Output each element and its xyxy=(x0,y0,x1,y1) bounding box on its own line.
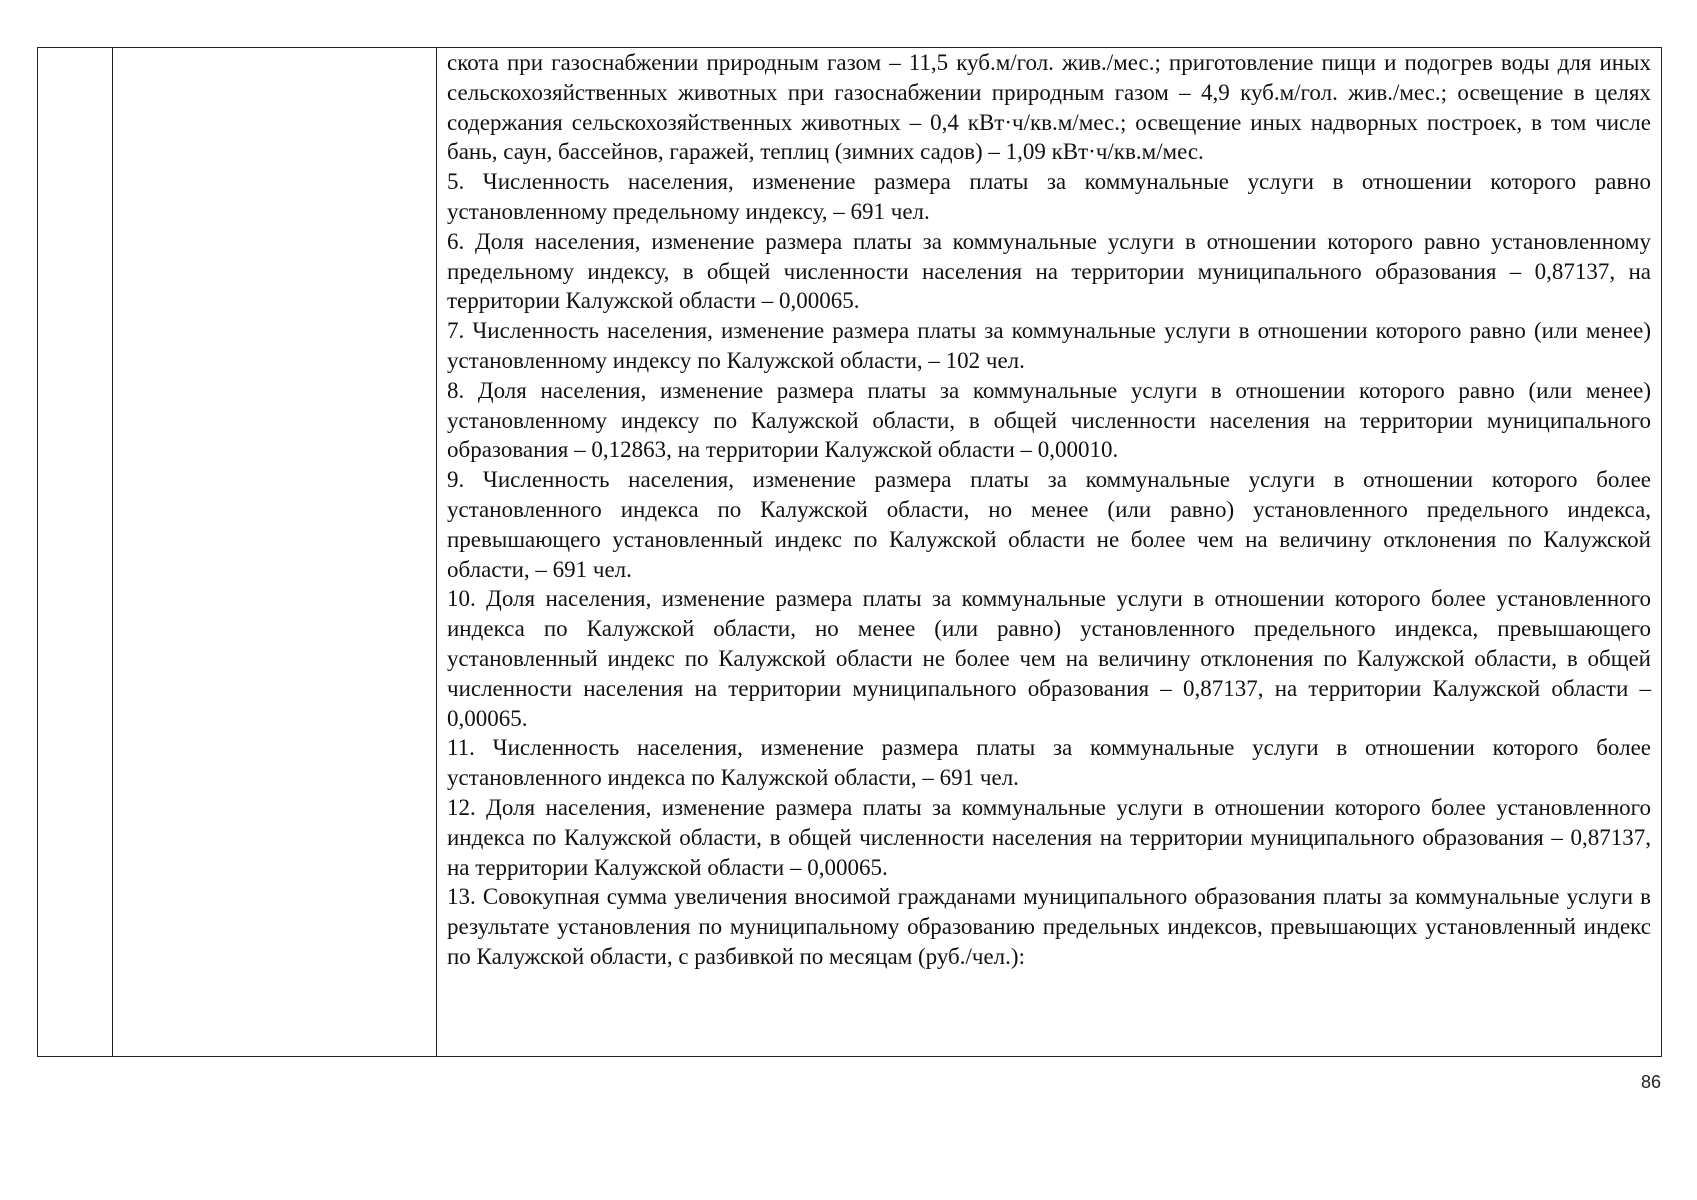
paragraph-item-5: 5. Численность населения, изменение размера платы за коммунальные услуги в отношении которого равно установленному предельному индексу, – 691 чел. xyxy=(447,169,1651,224)
paragraph-item-13: 13. Совокупная сумма увеличения вносимой гражданами муниципального образования платы за коммунальные услуги в результате установления по муниципальному образованию предельных индексов, превышающих установленный индекс по Калужской области, с разбивкой по месяцам (руб./чел.): xyxy=(447,884,1651,969)
page-number: 86 xyxy=(1640,1072,1661,1092)
paragraph-item-8: 8. Доля населения, изменение размера платы за коммунальные услуги в отношении которого равно (или менее) установленному индексу по Калужской области, в общей численности населения на территории муниципального образования – 0,12863, на территории Калужской области – 0,00010. xyxy=(447,377,1651,463)
paragraph-item-9: 9. Численность населения, изменение размера платы за коммунальные услуги в отношении которого более установленного индекса по Калужской области, но менее (или равно) установленного предельного индекса, превышающего установленный индекс по Калужской области не более чем на величину отклонения по Калужской области, – 691 чел. xyxy=(447,467,1651,582)
paragraph-item-10: 10. Доля населения, изменение размера платы за коммунальные услуги в отношении которого более установленного индекса по Калужской области, но менее (или равно) установленного предельного индекса, превышающего установленный индекс по Калужской области не более чем на величину отклонения по Калужской области, в общей численности населения на территории муниципального образования – 0,87137, на территории Калужской области – 0,00065. xyxy=(447,586,1651,731)
paragraph-item-12: 12. Доля населения, изменение размера платы за коммунальные услуги в отношении которого более установленного индекса по Калужской области, в общей численности населения на территории муниципального образования – 0,87137, на территории Калужской области – 0,00065. xyxy=(447,794,1651,880)
table-cell-content xyxy=(437,48,1661,1056)
paragraph-item-6: 6. Доля населения, изменение размера платы за коммунальные услуги в отношении которого равно установленному предельному индексу, в общей численности населения на территории муниципального образования – 0,87137, на территории Калужской области – 0,00065. xyxy=(447,228,1651,314)
document-table xyxy=(37,47,1662,1057)
paragraph-item-11: 11. Численность населения, изменение размера платы за коммунальные услуги в отношении которого более установленного индекса по Калужской области, – 691 чел. xyxy=(447,735,1651,791)
paragraph-continuation: скота при газоснабжении природным газом – 11,5 куб.м/гол. жив./мес.; приготовление пищи и подогрев воды для иных сельскохозяйственных животных при газоснабжении природным газом – 4,9 куб.м/гол. жив./мес.; освещение в целях содержания сельскохозяйственных животных – 0,4 кВт·ч/кв.м/мес.; освещение иных надворных построек, в том числе бань, саун, бассейнов, гаражей, теплиц (зимних садов) – 1,09 кВт·ч/кв.м/мес. xyxy=(447,50,1651,165)
table-cell-number xyxy=(38,48,113,1056)
table-cell-name xyxy=(113,48,437,1056)
paragraph-item-7: 7. Численность населения, изменение размера платы за коммунальные услуги в отношении которого равно (или менее) установленному индексу по Калужской области, – 102 чел. xyxy=(447,318,1651,373)
